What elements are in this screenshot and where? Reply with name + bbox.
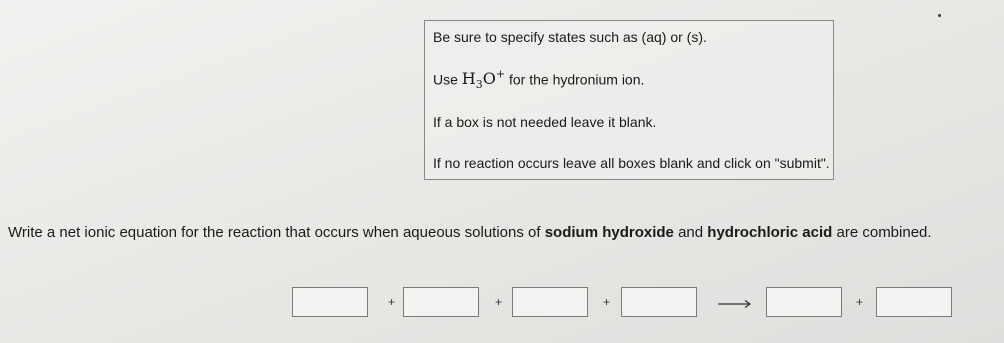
formula-sub-3: 3 (475, 78, 483, 92)
reactant-input-2[interactable] (403, 287, 479, 317)
plus-sign: + (388, 295, 396, 309)
formula-h: H (461, 69, 476, 89)
question-prefix: Write a net ionic equation for the reaction that occurs when aqueous solutions of (8, 224, 541, 241)
reactant-input-3[interactable] (512, 287, 588, 317)
reactant-input-4[interactable] (621, 287, 697, 317)
plus-sign: + (495, 295, 503, 309)
instruction-hydronium (433, 68, 644, 92)
question-text (8, 224, 932, 241)
instruction-no-reaction: If no reaction occurs leave all boxes blank and click on "submit". (433, 155, 830, 171)
formula-charge: + (495, 68, 506, 81)
reactant-1: sodium hydroxide (544, 224, 674, 241)
instructions-box (424, 20, 834, 180)
product-input-2[interactable] (876, 287, 952, 317)
question-joiner: and (678, 224, 704, 241)
hydronium-formula (461, 68, 506, 92)
formula-o: O (482, 69, 496, 89)
plus-sign: + (603, 295, 611, 309)
instruction-states: Be sure to specify states such as (aq) or (s). (433, 29, 707, 45)
reactant-2: hydrochloric acid (707, 224, 833, 241)
instruction-hydronium-prefix: Use (433, 71, 458, 88)
reaction-arrow-icon (718, 299, 752, 309)
instruction-hydronium-suffix: for the hydronium ion. (508, 71, 645, 88)
reactant-input-1[interactable] (292, 287, 368, 317)
instruction-blank-box: If a box is not needed leave it blank. (433, 114, 657, 130)
question-suffix: are combined. (836, 224, 932, 241)
dust-speck (938, 14, 941, 17)
product-input-1[interactable] (766, 287, 842, 317)
plus-sign: + (856, 295, 864, 309)
